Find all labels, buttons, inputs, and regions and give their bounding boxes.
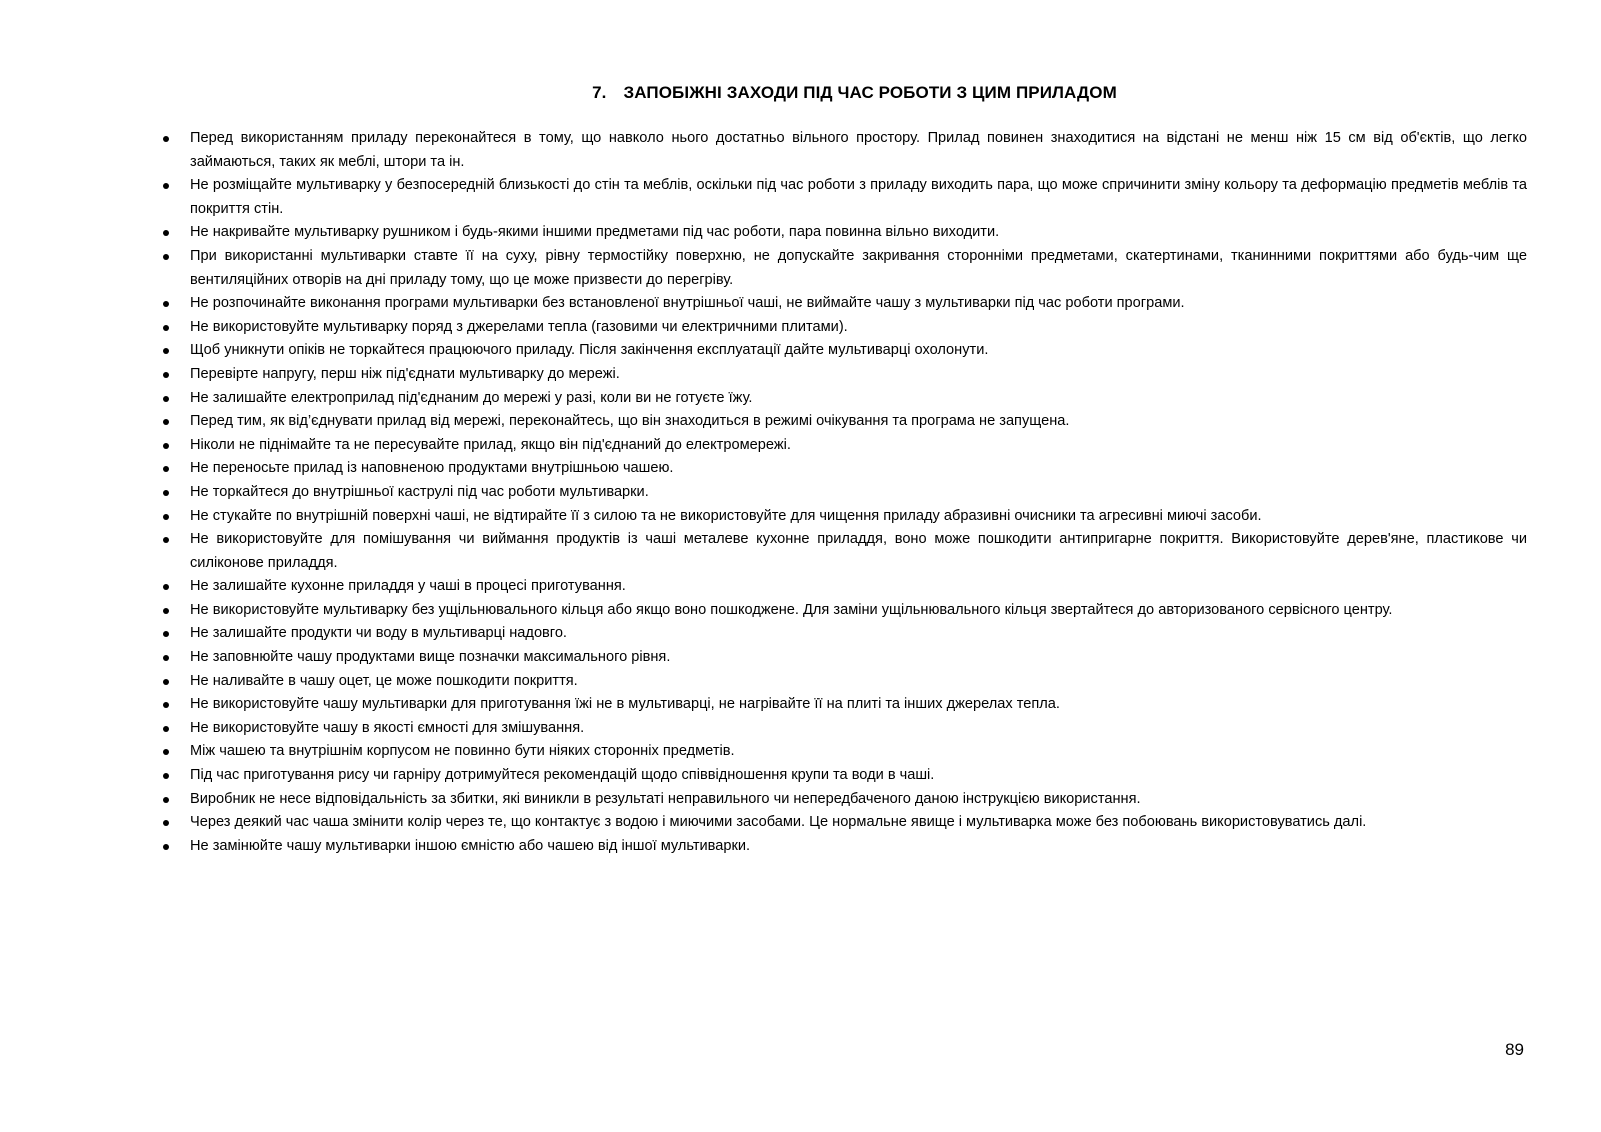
list-item-text: При використанні мультиварки ставте її на суху, рівну термостійку поверхню, не допускайте закривання сторонніми предметами, скатертинами, тканинними покриттями або будь-чим ще вентиляційних отворів на дні приладу тому, що це може призвести до перегріву. [190,247,1527,288]
list-item-text: Через деякий час чаша змінити колір через те, що контактує з водою і миючими засобами. Це нормальне явище і мультиварка може без побоювань використовуватись далі. [190,814,1367,831]
section-title: ЗАПОБІЖНІ ЗАХОДИ ПІД ЧАС РОБОТИ З ЦИМ ПРИЛАДОМ [623,83,1117,102]
list-item [163,717,1527,741]
list-item [163,505,1527,529]
list-item [163,788,1527,812]
list-item [163,316,1527,340]
bullet-dot-icon [163,254,169,260]
list-item [163,457,1527,481]
list-item-text: Ніколи не піднімайте та не пересувайте прилад, якщо він під'єднаний до електромережі. [190,436,791,453]
list-item-text: Не залишайте електроприлад під'єднаним до мережі у разі, коли ви не готуєте їжу. [190,389,753,406]
list-item-text: Не використовуйте чашу мультиварки для приготування їжі не в мультиварці, не нагрівайте її на плиті та інших джерелах тепла. [190,696,1060,713]
list-item [163,622,1527,646]
bullet-dot-icon [163,702,169,708]
list-item [163,363,1527,387]
bullet-dot-icon [163,372,169,378]
list-item [163,292,1527,316]
bullet-dot-icon [163,136,169,142]
list-item [163,387,1527,411]
list-item-text: Не заповнюйте чашу продуктами вище позначки максимального рівня. [190,649,671,666]
bullet-dot-icon [163,844,169,850]
list-item-text: Не використовуйте мультиварку поряд з джерелами тепла (газовими чи електричними плитами). [190,318,848,335]
bullet-dot-icon [163,797,169,803]
list-item [163,410,1527,434]
list-item-text: Не використовуйте мультиварку без ущільнювального кільця або якщо воно пошкоджене. Для заміни ущільнювального кільця звертайтеся до авторизованого сервісного центру. [190,601,1393,618]
list-item [163,434,1527,458]
bullet-dot-icon [163,655,169,661]
bullet-dot-icon [163,679,169,685]
list-item [163,670,1527,694]
safety-precautions-list [163,127,1527,858]
bullet-dot-icon [163,396,169,402]
bullet-dot-icon [163,820,169,826]
list-item-text: Не замінюйте чашу мультиварки іншою ємністю або чашею від іншої мультиварки. [190,837,751,854]
list-item-text: Щоб уникнути опіків не торкайтеся працюючого приладу. Після закінчення експлуатації дайте мультиварці охолонути. [190,342,989,359]
bullet-dot-icon [163,514,169,520]
bullet-dot-icon [163,608,169,614]
list-item-text: Виробник не несе відповідальність за збитки, які виникли в результаті неправильного чи непередбаченого даною інструкцією використання. [190,790,1141,807]
page-number: 89 [1505,1040,1524,1059]
list-item-text: Не переносьте прилад із наповненою продуктами внутрішньою чашею. [190,460,674,477]
list-item [163,481,1527,505]
list-item-text: Перед тим, як від’єднувати прилад від мережі, переконайтесь, що він знаходиться в режимі очікування та програма не запущена. [190,413,1070,430]
list-item-text: Не розміщайте мультиварку у безпосередній близькості до стін та меблів, оскільки під час роботи з приладу виходить пара, що може спричинити зміну кольору та деформацію предметів меблів та покриття стін. [190,177,1527,217]
list-item-text: Не накривайте мультиварку рушником і будь-якими іншими предметами під час роботи, пара повинна вільно виходити. [190,224,1000,241]
bullet-dot-icon [163,325,169,331]
bullet-dot-icon [163,348,169,354]
list-item [163,811,1527,835]
list-item [163,221,1527,245]
bullet-dot-icon [163,230,169,236]
list-item [163,245,1527,292]
list-item [163,339,1527,363]
list-item [163,693,1527,717]
list-item [163,764,1527,788]
bullet-dot-icon [163,419,169,425]
list-item [163,575,1527,599]
list-item-text: Не стукайте по внутрішній поверхні чаші, не відтирайте її з силою та не використовуйте для чищення приладу абразивні очисники та агресивні миючі засоби. [190,507,1262,524]
list-item-text: Не наливайте в чашу оцет, це може пошкодити покриття. [190,672,578,689]
list-item-text: Не залишайте продукти чи воду в мультиварці надовго. [190,625,567,642]
bullet-dot-icon [163,631,169,637]
list-item [163,174,1527,221]
bullet-dot-icon [163,773,169,779]
bullet-dot-icon [163,466,169,472]
section-heading [0,83,1601,103]
list-item-text: Не використовуйте чашу в якості ємності для змішування. [190,719,585,736]
list-item [163,127,1527,174]
list-item [163,646,1527,670]
list-item-text: Не використовуйте для помішування чи виймання продуктів із чаші металеве кухонне приладдя, воно може пошкодити антипригарне покриття. Використовуйте дерев'яне, пластикове чи силіконове приладдя. [190,531,1527,571]
list-item-text: Перед використанням приладу переконайтеся в тому, що навколо нього достатньо вільного простору. Прилад повинен знаходитися на відстані не менш ніж 15 см від об'єктів, що легко займаються, таких як меблі, штори та ін. [190,130,1527,170]
list-item [163,528,1527,575]
list-item-text: Між чашею та внутрішнім корпусом не повинно бути ніяких сторонніх предметів. [190,743,735,760]
bullet-dot-icon [163,301,169,307]
list-item [163,740,1527,764]
list-item [163,835,1527,859]
list-item-text: Не залишайте кухонне приладдя у чаші в процесі приготування. [190,578,626,595]
bullet-dot-icon [163,443,169,449]
list-item-text: Під час приготування рису чи гарніру дотримуйтеся рекомендацій щодо співвідношення крупи та води в чаші. [190,767,935,784]
section-number: 7. [592,83,607,102]
bullet-dot-icon [163,490,169,496]
bullet-dot-icon [163,537,169,543]
bullet-dot-icon [163,749,169,755]
list-item [163,599,1527,623]
bullet-dot-icon [163,726,169,732]
list-item-text: Не розпочинайте виконання програми мультиварки без встановленої внутрішньої чаші, не виймайте чашу з мультиварки під час роботи програми. [190,295,1185,312]
bullet-dot-icon [163,584,169,590]
list-item-text: Не торкайтеся до внутрішньої каструлі під час роботи мультиварки. [190,483,649,500]
list-item-text: Перевірте напругу, перш ніж під'єднати мультиварку до мережі. [190,365,620,382]
bullet-dot-icon [163,183,169,189]
